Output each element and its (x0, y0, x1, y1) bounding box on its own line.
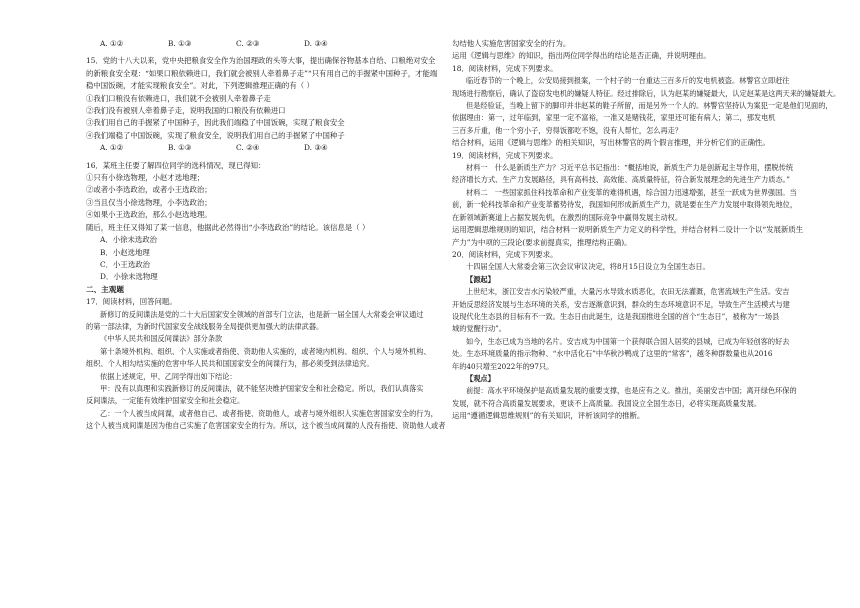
q20-tag-origin: 【源起】 (466, 274, 495, 284)
q18-material-line: 临近春节的一个晚上，公安局接到报案，一个村子的一台重达三百多斤的发电机被盗。林警官立即赶往 (466, 76, 790, 86)
q17-law-text: 第十条境外机构、组织、个人实施或者指使、资助他人实施的，或者境内机构、组织、个人与境外机构、 (100, 346, 431, 356)
q19-material1: 材料一 什么是新质生产力？习近平总书记指出：“概括地说，新质生产力是创新起主导作用，摆脱传统 (466, 163, 794, 173)
q18-material-line: 三百多斤重，他一个穷小子，穷得饭都吃不饱，没有人帮忙，怎么再走？ (452, 125, 683, 135)
q14-options (86, 38, 430, 50)
q16-follow: 随后，班主任又得知了某一信息，他据此必然得出“小李选政治”的结论。该信息是（ ） (86, 222, 370, 232)
q17-material-line: 新修订的反间谍法是党的二十大后国家安全领域的首部专门立法，也是新一届全国人大常委会审议通过 (100, 309, 424, 319)
q16-option-a: A．小徐未选政治 (100, 235, 158, 245)
q20-material1: 设现代化生态县的目标有不一致。生态日由此诞生，这是我国推进全国的首个“生态日”，被称为“一场县 (452, 311, 780, 321)
q20-material1: 上世纪末，浙江安吉水污染较严重，大量污水导致水质恶化，农田无法灌溉，危害流域生产生活。安吉 (466, 287, 790, 297)
q19-material2: 前，新一轮科技革命和产业变革蓄势待发，我国如何形成新质生产力，就是要在生产力发展中取得领先地位， (452, 200, 798, 210)
q15-statement: ①我们口粮没有依赖进口，我们就不会被别人牵着鼻子走 (86, 93, 271, 103)
q15-option-c: C. ②④ (236, 143, 260, 153)
q17-discussion: 依据上述规定，甲、乙同学得出如下结论： (100, 371, 237, 381)
q20-material1: 城的觉醒行动”。 (452, 324, 506, 334)
q18-material-line: 但是经验证，当晚上留下的脚印并非赵某的鞋子所留，而是另外一个人的。林警官坚持认为案犯一定是他们见面的， (466, 101, 833, 111)
q17-continuation: 勾结他人实施危害国家安全的行为。 (452, 39, 571, 48)
q20-stem: 20．阅读材料，完成下列要求。 (452, 249, 558, 259)
q16-stem: 16．某班主任要了解四位同学的选科情况，现已得知： (86, 160, 266, 170)
q17-jia: 甲：没有以真理和实践新修订的反间谍法，就不能坚决维护国家安全和社会稳定。所以，我们认真落实 (100, 383, 424, 393)
q15-stem-line: 稳中国饭碗，才能实现粮食安全”。对此，下列逻辑推理正确的有（ ） (86, 81, 314, 91)
q15-option-d: D. ③④ (304, 143, 328, 153)
q20-material3: 前提：高水平环境保护是高质量发展的重要支撑，也是应有之义。推出，美丽安吉中国；离开绿色环保的 (466, 386, 797, 396)
q19-stem: 19．阅读材料，完成下列要求。 (452, 150, 558, 160)
q20-material2: 如今，生态已成为当地的名片。安吉成为中国第一个获得联合国人居奖的县城，已成为年轻创客的好去 (466, 336, 790, 346)
q17-material-line: 的第一部法律，为新时代国家安全战线服务全局提供更加强大的法律武器。 (86, 321, 324, 331)
q15-option-b: B. ①③ (168, 143, 192, 153)
q14-option-a: A. ①② (100, 39, 124, 48)
q16-condition: ③当且仅当小徐选物理，小李选政治； (86, 197, 212, 207)
q19-material2: 在新领域新赛道上占据发展先机，在激烈的国际竞争中赢得发展主动权。 (452, 212, 683, 222)
q19-task: 产力”为中项的三段论(要求前提真实，推理结构正确)。 (452, 237, 632, 247)
q17-stem: 17．阅读材料，回答问题。 (86, 297, 177, 307)
q14-option-c: C. ②③ (236, 39, 260, 48)
q16-option-d: D．小徐未选物理 (100, 272, 158, 282)
q20-material3: 发展，就不符合高质量发展要求，更谈不上高质量。我国设立全国生态日，必将实现高质量发展。 (452, 398, 762, 408)
q17-yi: 这个人被当成间谍是因为他自己实施了危害国家安全的行为。所以，这个被当成间谍的人没有指使、资助他人或者 (86, 421, 446, 431)
q14-option-b: B. ①③ (168, 39, 192, 48)
q20-task: 运用“遵循逻辑思维规则”的有关知识，评析该同学的推断。 (452, 411, 645, 421)
left-column (86, 38, 446, 433)
q15-statement: ③我们用自己的手握紧了中国种子，因此我们端稳了中国饭碗，实现了粮食安全 (86, 118, 345, 128)
section-title-subjective: 二、主观题 (86, 284, 124, 294)
q16-condition: ④如果小王选政治，那么小赵选地理。 (86, 210, 212, 220)
q15-stem-line: 的新粮食安全观：“如果口粮依赖进口，我们就会被别人牵着鼻子走”“只有用自己的手握紧中国种子，才能端 (86, 68, 438, 78)
q15-stem-line: 15．党的十八大以来，党中央把粮食安全作为治国理政的头等大事，提出确保谷物基本自给、口粮绝对安全 (86, 56, 436, 66)
q18-stem: 18．阅读材料，完成下列要求。 (452, 63, 558, 73)
q14-option-d: D. ③④ (304, 39, 328, 48)
q20-tag-viewpoint: 【观点】 (466, 373, 495, 383)
q17-task: 运用《逻辑与思维》的知识，指出两位同学得出的结论是否正确，并说明理由。 (452, 51, 711, 61)
q17-law-text: 组织、个人相勾结实施的危害中华人民共和国国家安全的间谍行为，都必须受到法律追究。 (86, 359, 374, 369)
q16-condition: ①只有小徐选物理，小赵才选地理； (86, 173, 205, 183)
q18-task: 结合材料，运用《逻辑与思维》的相关知识，写出林警官的两个假言推理，并分析它们的正确性。 (452, 138, 770, 148)
q17-law-title: 《中华人民共和国反间谍法》部分条款 (100, 334, 223, 344)
q16-option-b: B．小赵选地理 (100, 247, 150, 257)
q19-task: 运用逻辑思维规则的知识，结合材料一说明新质生产力定义的科学性，并结合材料二设计一个以“发展新质生 (452, 225, 804, 235)
q17-jia: 反间谍法，一定能有效维护国家安全和社会稳定。 (86, 396, 245, 406)
q15-option-a: A. ①② (100, 143, 124, 153)
right-column (452, 38, 841, 423)
q15-statement: ②我们没有被别人牵着鼻子走，说明我国的口粮没有依赖进口 (86, 106, 286, 116)
q20-material2: 处。生态环境质量的指示物种、“水中活化石”中华秋沙鸭成了这里的“常客”，越冬种群数量也从2016 (452, 349, 773, 359)
q15-statement: ④我们端稳了中国饭碗，实现了粮食安全，说明我们用自己的手握紧了中国种子 (86, 130, 345, 140)
q20-material1: 开始反思经济发展与生态环境的关系，安吉逐渐意识到，群众的生态环境意识不足，导致生产生活模式与建 (452, 299, 790, 309)
q20-material2: 年的40只增至2022年的97只。 (452, 361, 554, 371)
q18-material-line: 依据理由：第一，过年临到，家里一定不富裕，一准又是赌钱花，家里还可能有病人；第二，那发电机 (452, 113, 776, 123)
q20-intro: 十四届全国人大常委会第三次会议审议决定，将8月15日设立为全国生态日。 (466, 262, 710, 272)
q19-material2: 材料二 一些国家抓住科技革命和产业变革的难得机遇，综合国力迅速增强，甚至一跃成为世界强国。当 (466, 187, 797, 197)
q16-option-c: C．小王选政治 (100, 259, 150, 269)
q19-material1: 经济增长方式、生产力发展路径，具有高科技、高效能、高质量特征，符合新发展理念的先进生产力质态。” (452, 175, 790, 185)
q15-options (86, 142, 430, 154)
q18-material-line: 现场进行勘察后，确认了盗窃发电机的嫌疑人特征。经过排除后，认为赵某的嫌疑最大，认定赵某是这两天来的嫌疑最大。 (452, 88, 841, 98)
q17-yi: 乙：一个人被当成间谍，或者他自己、或者指使、资助他人，或者与境外组织人实施危害国家安全的行为， (100, 408, 438, 418)
q16-condition: ②或者小李选政治，或者小王选政治； (86, 185, 212, 195)
